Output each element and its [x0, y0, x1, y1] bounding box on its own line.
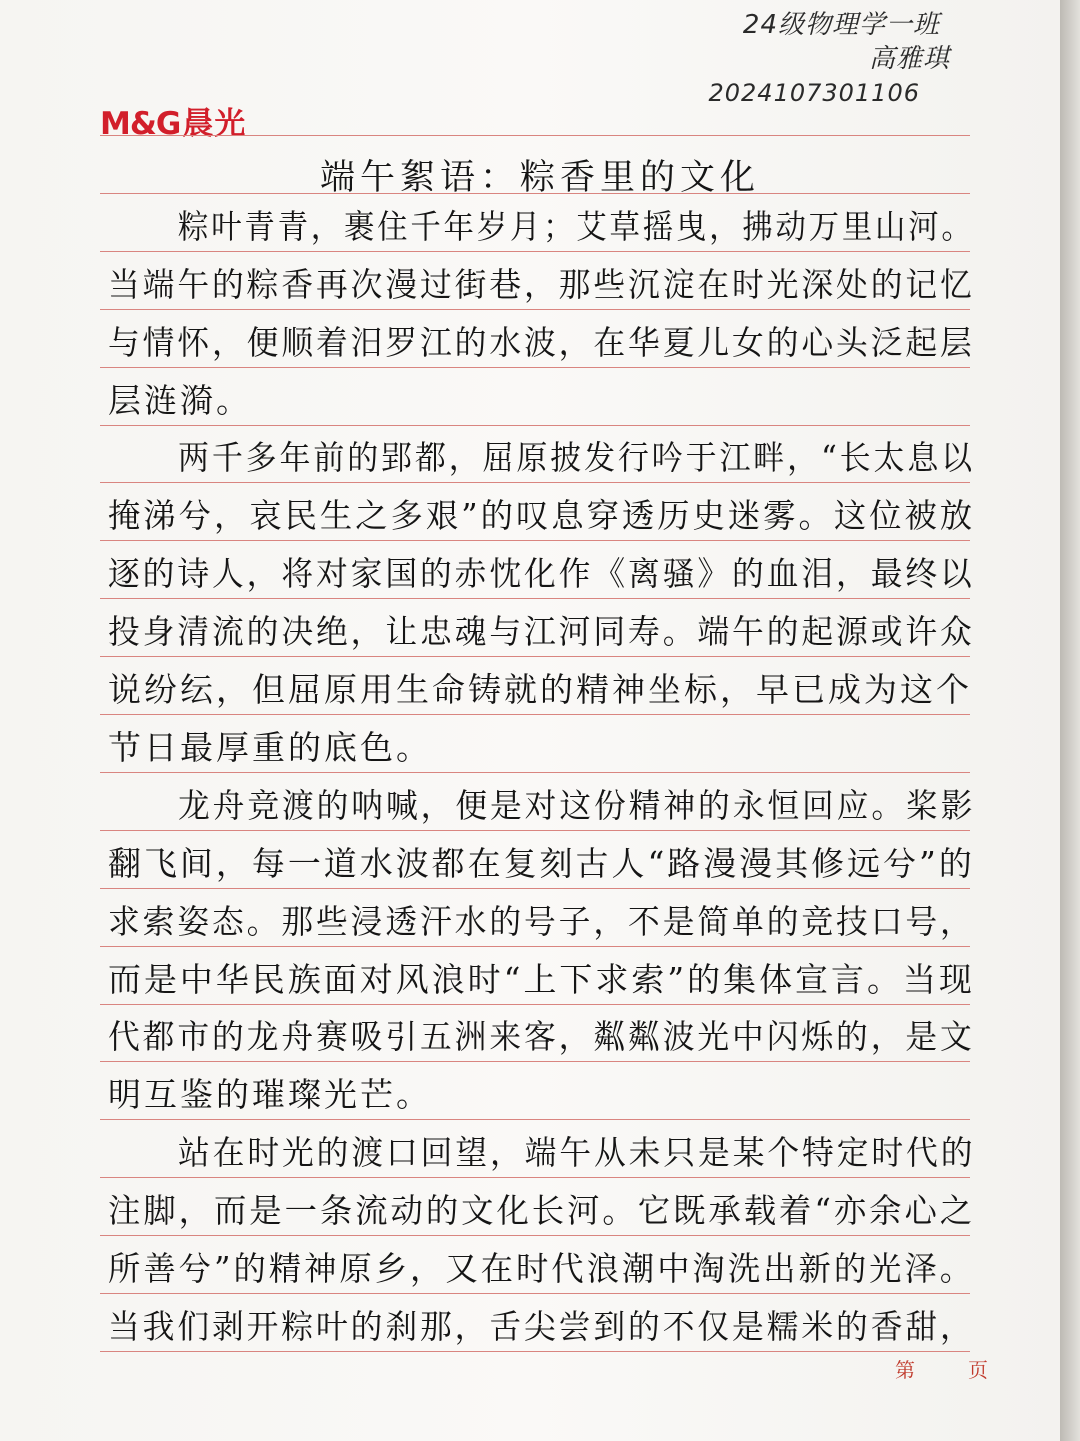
rule-line	[100, 1004, 970, 1005]
page-label: 第	[895, 1358, 915, 1382]
class-label: 24级物理学一班	[742, 10, 940, 40]
rule-line	[100, 656, 970, 657]
essay-line: 求索姿态。那些浸透汗水的号子，不是简单的竞技口号，	[108, 901, 975, 941]
rule-line	[100, 309, 970, 310]
rule-line	[100, 425, 970, 426]
rule-line	[100, 135, 970, 136]
essay-line: 明互鉴的璀璨光芒。	[108, 1075, 432, 1115]
essay-line: 站在时光的渡口回望，端午从未只是某个特定时代的	[178, 1133, 976, 1173]
essay-line: 所善兮”的精神原乡，又在时代浪潮中淘洗出新的光泽。	[108, 1249, 976, 1288]
rule-line	[100, 482, 970, 483]
author-note	[708, 8, 950, 110]
student-id: 2024107301106	[708, 79, 920, 107]
essay-line: 当端午的粽香再次漫过街巷，那些沉淀在时光深处的记忆	[108, 264, 975, 304]
brand-logo	[100, 98, 246, 143]
essay-line: 龙舟竞渡的呐喊，便是对这份精神的永恒回应。桨影	[178, 785, 976, 825]
rule-line	[100, 1177, 970, 1178]
rule-line	[100, 251, 970, 252]
page-suffix: 页	[968, 1358, 988, 1382]
rule-line	[100, 946, 970, 947]
essay-line: 节日最厚重的底色。	[108, 727, 432, 767]
rule-line	[100, 367, 970, 368]
rule-line	[100, 1119, 970, 1120]
essay-line: 逐的诗人，将对家国的赤忱化作《离骚》的血泪，最终以	[108, 554, 975, 594]
essay-line: 投身清流的决绝，让忠魂与江河同寿。端午的起源或许众	[108, 612, 975, 652]
author-name: 高雅琪	[868, 44, 950, 74]
rule-line	[100, 1293, 970, 1294]
rule-line	[100, 1061, 970, 1062]
brand-latin: M&G	[100, 106, 181, 142]
essay-line: 注脚，而是一条流动的文化长河。它既承载着“亦余心之	[108, 1191, 976, 1231]
rule-line	[100, 714, 970, 715]
rule-line	[100, 598, 970, 599]
essay-line: 两千多年前的郢都，屈原披发行吟于江畔，“长太息以	[178, 438, 976, 478]
essay-line: 层涟漪。	[108, 380, 252, 420]
essay-title: 端午絮语：粽香里的文化	[320, 158, 761, 198]
rule-line	[100, 1351, 970, 1352]
essay-line: 代都市的龙舟赛吸引五洲来客，粼粼波光中闪烁的，是文	[108, 1017, 975, 1057]
essay-line: 而是中华民族面对风浪时“上下求索”的集体宣言。当现	[108, 959, 975, 999]
essay-line: 翻飞间，每一道水波都在复刻古人“路漫漫其修远兮”的	[108, 843, 975, 883]
rule-line	[100, 540, 970, 541]
essay-line: 当我们剥开粽叶的刹那，舌尖尝到的不仅是糯米的香甜，	[108, 1306, 975, 1346]
rule-line	[100, 1235, 970, 1236]
rule-line	[100, 830, 970, 831]
rule-line	[100, 772, 970, 773]
brand-chinese: 晨光	[182, 106, 247, 142]
rule-line	[100, 888, 970, 889]
essay-line: 掩涕兮，哀民生之多艰”的叹息穿透历史迷雾。这位被放	[108, 496, 976, 536]
essay-line: 与情怀，便顺着汨罗江的水波，在华夏儿女的心头泛起层	[108, 322, 975, 362]
page-edge	[1060, 0, 1080, 1441]
essay-line: 粽叶青青，裹住千年岁月；艾草摇曳，拂动万里山河。	[178, 206, 975, 246]
essay-line: 说纷纭，但屈原用生命铸就的精神坐标，早已成为这个	[108, 670, 972, 709]
